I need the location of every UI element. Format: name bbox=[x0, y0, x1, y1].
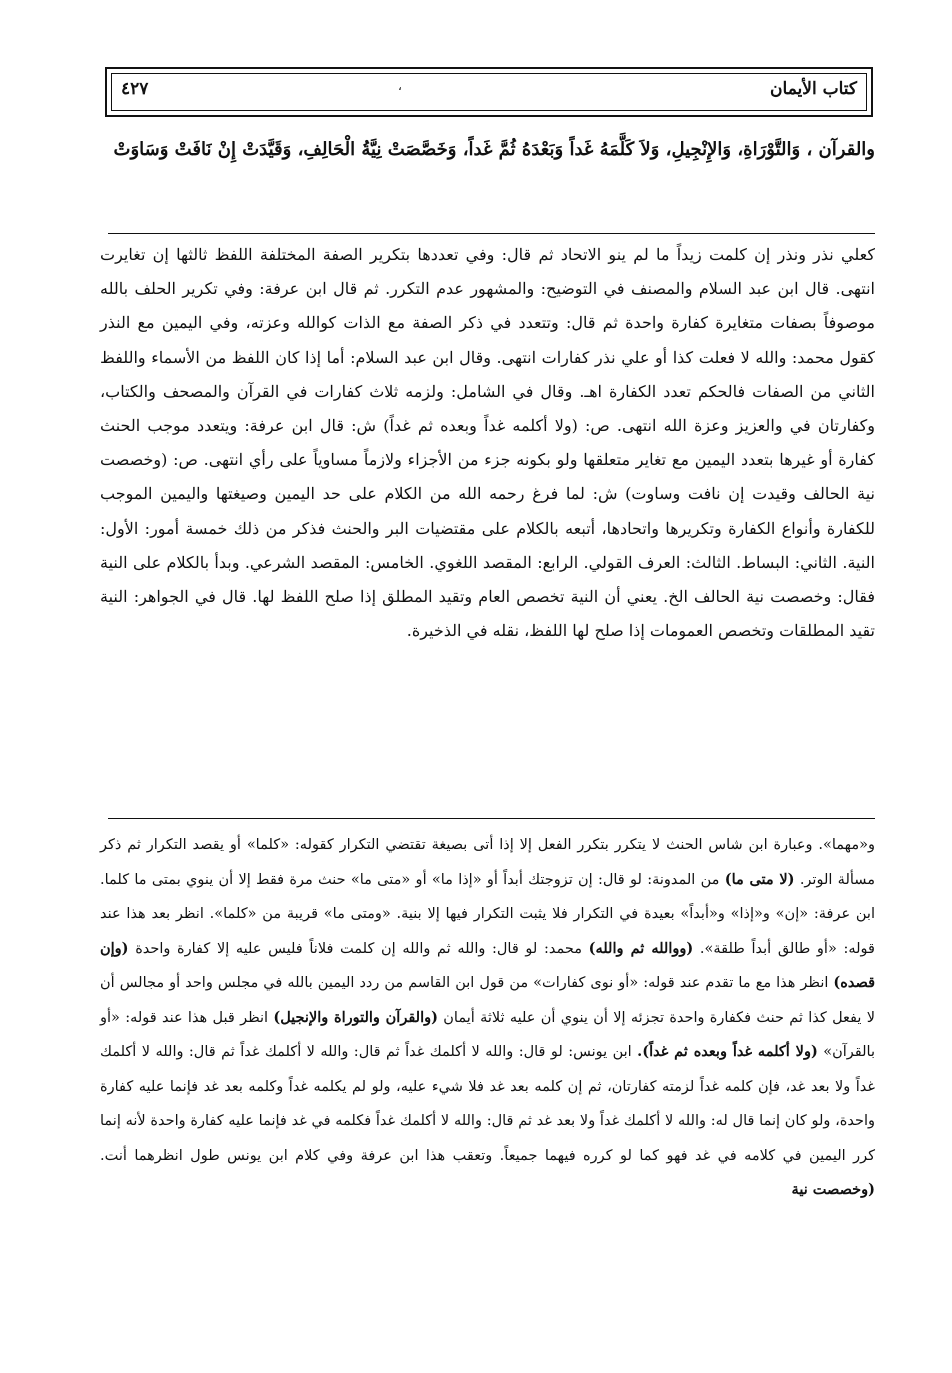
footnote-quote: (ولا أكلمه غداً وبعده ثم غداً). bbox=[637, 1043, 818, 1060]
main-text: والقرآن ، وَالتَّوْرَاةِ، وَالإِنْجِيلِ، وَلاَ كَلَّمَهُ غَداً وَبَعْدَهُ ثُمَّ غَداً، وَخَصَّصَتْ نِيَّةُ الْحَالِفِ، وَقَيَّدَتْ إِنْ نَافَتْ وَسَاوَتْ bbox=[113, 139, 875, 160]
footnote-quote: (وخصصت نية bbox=[791, 1181, 875, 1198]
footnote-segment: و«مهما». وعبارة ابن شاس الحنث لا يتكرر بتكرر الفعل إلا إذا أتى بصيغة تقتضي التكرار كقوله: «كلما» أو يقصد التكرار ثم ذكر مسألة الوتر. bbox=[100, 837, 875, 888]
footnote-segment: ابن يونس: لو قال: والله لا أكلمك غداً ثم قال: والله لا أكلمك غداً ثم قال: والله لا أكلمك غداً ولا بعد غد، فإن كلمه غداً لزمته كفارتان، ثم إن كلمه بعد غد فلا شيء عليه، ولو لم يكلمه غداً وكلمه بعد غد فإنما عليه كفارة واحدة، ولو كان إنما قال له: والله لا أكلمك غداً ولا بعد غد ثم قال: والله لا أكلمك غداً فكلمه في غد فإنما عليه كفارة واحدة لأنه إنما كرر اليمين في كلامه في غد فهو كما لو كرره فيهما جميعاً. وتعقب هذا ابن عرفة وفي كلام ابن يونس طول انظرهما أنت. bbox=[100, 1044, 875, 1164]
divider-rule-bottom bbox=[108, 818, 875, 819]
footnote-quote: (وإن قصده) bbox=[100, 939, 875, 991]
footnote-quote: (لا متى ما) bbox=[724, 870, 795, 888]
chapter-title: كتاب الأيمان bbox=[770, 79, 857, 99]
divider-rule-top bbox=[108, 233, 875, 234]
footnote-segment: محمد: لو قال: والله ثم والله إن كلمت فلاناً فليس عليه إلا كفارة واحدة bbox=[128, 940, 589, 957]
footnote-segment: انظر هذا مع ما تقدم عند قوله: «أو نوى كفارات» من قول ابن القاسم من ردد اليمين بالله في مجلس واحد أو مجالس أن لا يفعل كذا ثم حنث فكفارة واحدة تجزئه إلا أن ينوي أن عليه ثلاثة أيمان bbox=[100, 975, 875, 1026]
footnote-quote: (والقرآن والتوراة والإنجيل) bbox=[273, 1008, 438, 1026]
page-header bbox=[105, 67, 873, 117]
footnote-segment: انظر قبل هذا عند قوله: «أو بالقرآن» bbox=[100, 1009, 875, 1060]
commentary-text: كعلي نذر ونذر إن كلمت زيداً ما لم ينو الاتحاد ثم قال: وفي تعددها بتكرير الصفة المختلفة اللفظ ثالثها إن تغايرت انتهى. قال ابن عبد السلام والمصنف في التوضيح: والمشهور عدم التكرر. ثم قال ابن عرفة: وفي تكرير الحلف بالله موصوفاً بصفات متغايرة كفارة واحدة ثم قال: وتتعدد في ذكر الصفة مع الذات كوالله وعزته، وفي اليمين مع النذر كقول محمد: والله لا فعلت كذا أو علي نذر كفارات انتهى. وقال ابن عبد السلام: أما إذا كان اللفظ من الأسماء واللفظ الثاني من الصفات فالحكم تعدد الكفارة اهـ. وقال في الشامل: ولزمه ثلاث كفارات في القرآن والمصحف والكتاب، وكفارتان في والعزيز وعزة الله انتهى. ص: (ولا أكلمه غداً وبعده ثم غداً) ش: قال ابن عرفة: ويتعدد موجب الحنث كفارة أو غيرها بتعدد اليمين مع تغاير متعلقها ولو بكونه جزء من الأجزاء ولازماً مساوياً على رأي انتهى. ص: (وخصصت نية الحالف وقيدت إن نافت وساوت) ش: لما فرغ رحمه الله من الكلام على حد اليمين وصيغتها واليمين الموجب للكفارة وأنواع الكفارة وتكريرها واتحادها، أتبعه بالكلام على مقتضيات البر والحنث فذكر من ذلك خمسة أمور: الأول: النية. الثاني: البساط. الثالث: العرف القولي. الرابع: المقصد اللغوي. الخامس: المقصد الشرعي. وبدأ بالكلام على النية فقال: وخصصت نية الحالف الخ. يعني أن النية تخصص العام وتقيد المطلق إذا صلح اللفظ لها. قال في الجواهر: النية تقيد المطلقات وتخصص العمومات إذا صلح لها اللفظ، نقله في الذخيرة. bbox=[100, 245, 875, 641]
footnote-text bbox=[100, 828, 875, 1208]
page-number: ٤٢٧ bbox=[121, 79, 149, 99]
footnote-segment: من المدونة: لو قال: إن تزوجتك أبداً أو «إذا ما» أو «متى ما» حنث مرة فقط إلا أن ينوي بمتى ما كلما. ابن عرفة: «إن» و«إذا» و«أبداً» بعيدة في التكرار فلا يثبت التكرار فيها إلا بنية. «ومتى ما» قريبة من «كلما». انظر بعد هذا عند قوله: «أو طالق أبداً طلقة». bbox=[100, 871, 875, 957]
header-inner-frame bbox=[111, 73, 867, 111]
footnote-quote: (ووالله ثم والله) bbox=[588, 939, 694, 957]
printer-mark: ، bbox=[398, 79, 402, 93]
